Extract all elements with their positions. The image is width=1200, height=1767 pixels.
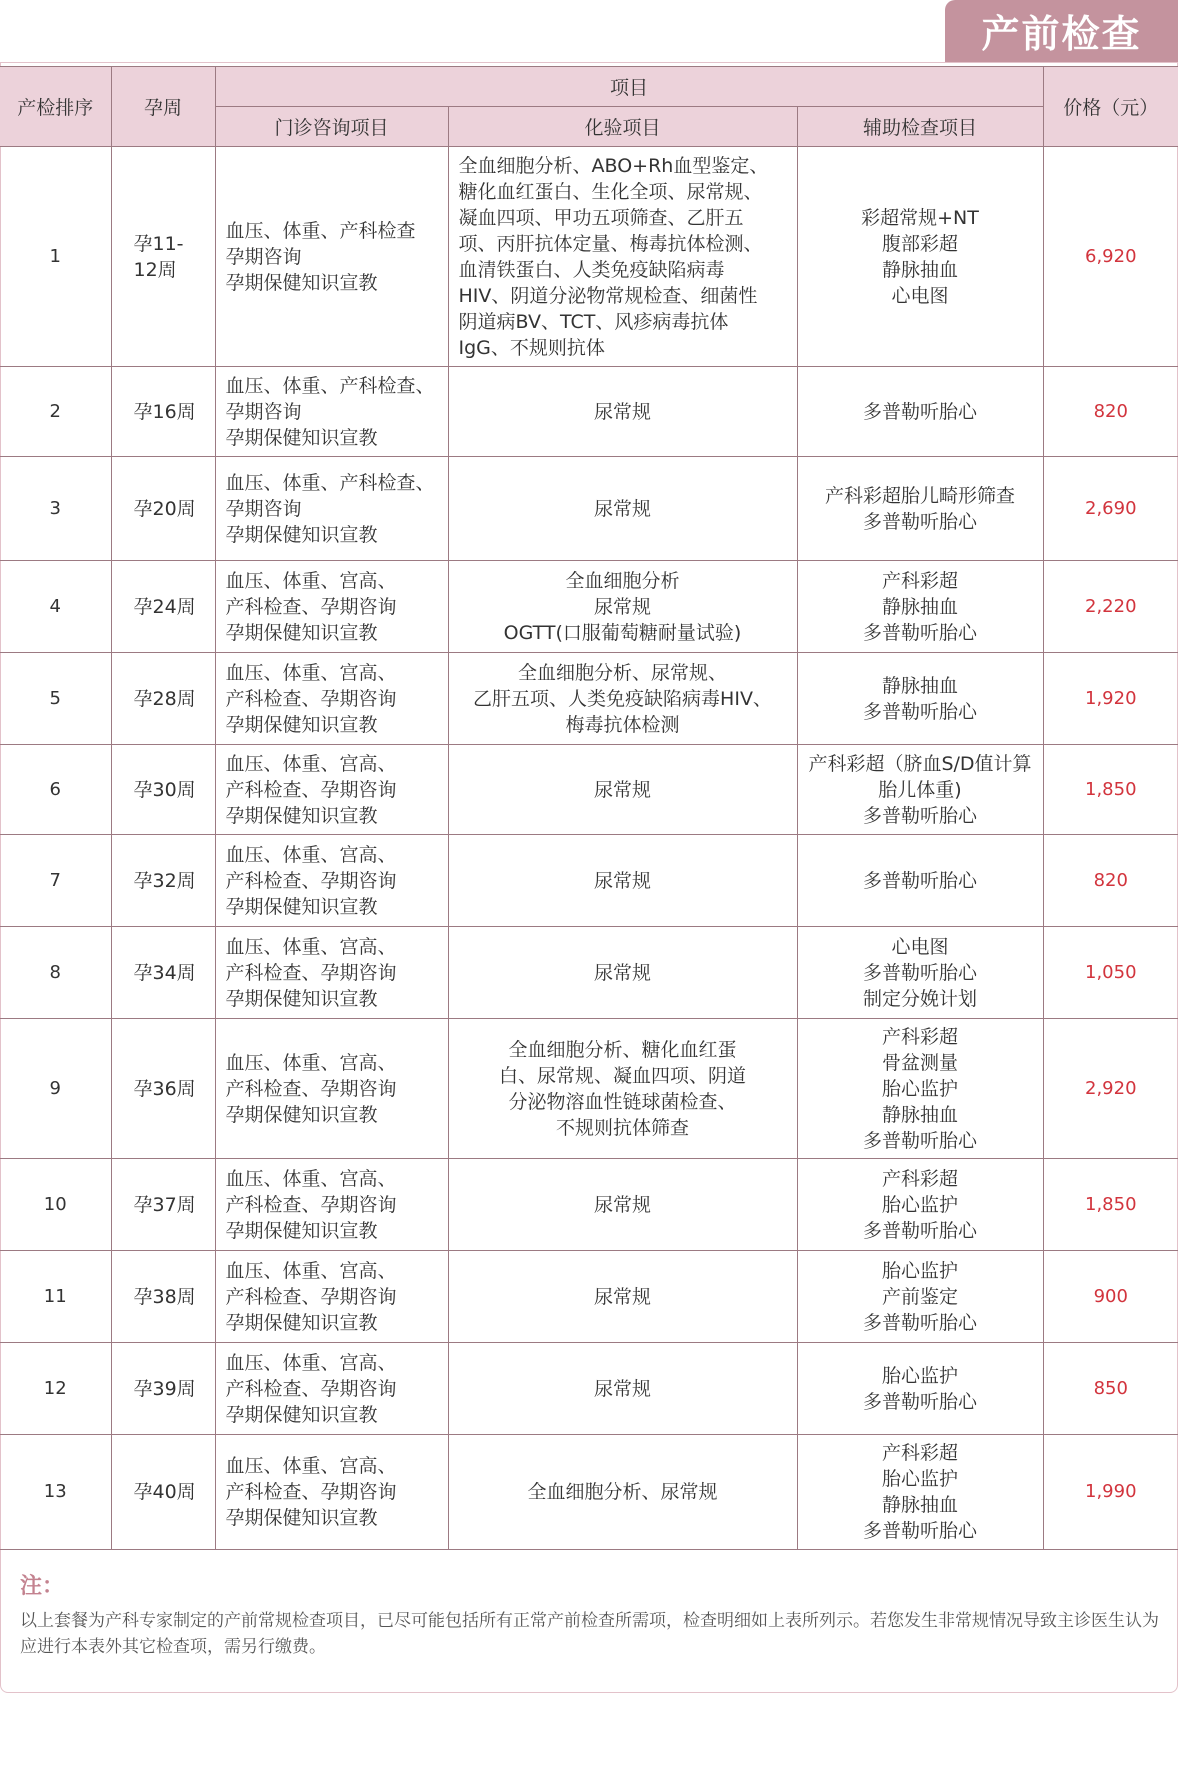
table-row	[0, 835, 1178, 927]
cell-order: 11	[0, 1251, 111, 1343]
cell-lab-line: 全血细胞分析、尿常规	[527, 1481, 718, 1503]
cell-consult	[215, 1251, 448, 1343]
cell-consult-line: 血压、体重、宫高、	[225, 1351, 397, 1374]
cell-week: 孕34周	[111, 927, 215, 1019]
cell-aux-line: 产科彩超胎儿畸形筛查	[825, 484, 1016, 507]
cell-aux-line: 多普勒听胎心	[863, 1219, 978, 1242]
cell-lab	[448, 1019, 797, 1159]
cell-aux-line: 多普勒听胎心	[863, 1311, 978, 1334]
cell-aux-line: 产科彩超	[882, 1167, 959, 1190]
header-consult: 门诊咨询项目	[215, 107, 448, 147]
cell-order: 13	[0, 1435, 111, 1550]
cell-aux-line: 多普勒听胎心	[863, 400, 978, 423]
cell-aux	[797, 1019, 1043, 1159]
exam-table	[0, 66, 1178, 1550]
table-row	[0, 1435, 1178, 1550]
cell-consult-line: 孕期保健知识宣教	[225, 1403, 378, 1426]
cell-aux-line: 多普勒听胎心	[863, 621, 978, 644]
cell-consult	[215, 367, 448, 457]
cell-aux-line: 静脉抽血	[882, 595, 959, 618]
table-row	[0, 1019, 1178, 1159]
cell-aux-line: 静脉抽血	[882, 1103, 959, 1126]
cell-aux-line: 多普勒听胎心	[863, 1129, 978, 1152]
table-body	[0, 147, 1178, 1550]
table-row	[0, 1251, 1178, 1343]
cell-order: 5	[0, 653, 111, 745]
cell-consult-line: 产科检查、孕期咨询	[225, 1285, 397, 1308]
cell-order: 7	[0, 835, 111, 927]
cell-aux-line: 多普勒听胎心	[863, 1520, 978, 1542]
cell-price: 1,850	[1043, 1159, 1178, 1251]
cell-aux-line: 彩超常规+NT	[861, 206, 979, 229]
cell-aux	[797, 1435, 1043, 1550]
cell-lab-line: 全血细胞分析	[565, 569, 680, 592]
cell-consult-line: 血压、体重、宫高、	[225, 935, 397, 958]
table-row	[0, 927, 1178, 1019]
cell-price: 2,220	[1043, 561, 1178, 653]
cell-consult	[215, 1159, 448, 1251]
cell-price: 2,920	[1043, 1019, 1178, 1159]
cell-lab-line: 凝血四项、甲功五项筛查、乙肝五	[458, 206, 744, 229]
cell-order: 12	[0, 1343, 111, 1435]
cell-lab-line: 分泌物溶血性链球菌检查、	[508, 1090, 737, 1113]
cell-aux-line: 静脉抽血	[882, 258, 959, 281]
cell-consult-line: 产科检查、孕期咨询	[225, 1481, 397, 1503]
page-title: 产前检查	[981, 12, 1142, 56]
cell-price: 6,920	[1043, 147, 1178, 367]
cell-aux-line: 多普勒听胎心	[863, 804, 978, 827]
table-row	[0, 457, 1178, 561]
cell-order: 4	[0, 561, 111, 653]
cell-aux-line: 产科彩超（脐血S/D值计算	[808, 752, 1032, 775]
cell-week: 孕28周	[111, 653, 215, 745]
cell-consult-line: 孕期保健知识宣教	[225, 621, 378, 644]
cell-consult-line: 产科检查、孕期咨询	[225, 595, 397, 618]
note-text: 以上套餐为产科专家制定的产前常规检查项目，已尽可能包括所有正常产前检查所需项，检查明细如上表所列示。若您发生非常规情况导致主诊医生认为应进行本表外其它检查项，需另行缴费。	[20, 1611, 1159, 1657]
cell-price: 1,920	[1043, 653, 1178, 745]
cell-consult-line: 孕期保健知识宣教	[225, 1219, 378, 1242]
cell-aux-line: 多普勒听胎心	[863, 510, 978, 533]
cell-aux-line: 产前鉴定	[882, 1285, 959, 1308]
cell-lab	[448, 457, 797, 561]
cell-lab-line: 尿常规	[593, 869, 651, 892]
cell-lab	[448, 1159, 797, 1251]
cell-aux-line: 多普勒听胎心	[863, 1390, 978, 1413]
cell-consult-line: 血压、体重、宫高、	[225, 569, 397, 592]
cell-consult-line: 血压、体重、产科检查、	[225, 471, 435, 494]
cell-lab-line: 尿常规	[593, 778, 651, 801]
cell-consult	[215, 147, 448, 367]
cell-aux-line: 静脉抽血	[882, 674, 959, 697]
cell-consult-line: 产科检查、孕期咨询	[225, 1193, 397, 1216]
cell-week: 孕24周	[111, 561, 215, 653]
cell-lab-line: 乙肝五项、人类免疫缺陷病毒HIV、	[473, 687, 772, 710]
cell-aux-line: 心电图	[891, 284, 949, 307]
cell-consult-line: 孕期保健知识宣教	[225, 1103, 378, 1126]
cell-aux	[797, 561, 1043, 653]
cell-consult-line: 孕期保健知识宣教	[225, 1507, 378, 1529]
cell-consult	[215, 457, 448, 561]
cell-aux-line: 胎儿体重)	[878, 778, 962, 801]
cell-consult-line: 血压、体重、宫高、	[225, 1051, 397, 1074]
table-row	[0, 653, 1178, 745]
cell-aux-line: 产科彩超	[882, 1442, 959, 1464]
note	[20, 1572, 1160, 1660]
header-aux: 辅助检查项目	[797, 107, 1043, 147]
cell-lab-line: 尿常规	[593, 400, 651, 423]
cell-price: 850	[1043, 1343, 1178, 1435]
cell-consult	[215, 1019, 448, 1159]
cell-consult-line: 孕期保健知识宣教	[225, 426, 378, 449]
cell-aux-line: 产科彩超	[882, 1025, 959, 1048]
cell-aux	[797, 653, 1043, 745]
header-items: 项目	[215, 67, 1043, 107]
cell-consult-line: 血压、体重、宫高、	[225, 1259, 397, 1282]
cell-lab	[448, 745, 797, 835]
cell-lab	[448, 561, 797, 653]
header-price: 价格（元）	[1043, 67, 1178, 147]
cell-aux-line: 多普勒听胎心	[863, 869, 978, 892]
header-lab: 化验项目	[448, 107, 797, 147]
cell-aux	[797, 1343, 1043, 1435]
cell-consult-line: 孕期咨询	[225, 245, 302, 268]
cell-consult-line: 孕期保健知识宣教	[225, 987, 378, 1010]
cell-lab-line: 尿常规	[593, 1285, 651, 1308]
cell-aux-line: 胎心监护	[882, 1193, 959, 1216]
cell-order: 9	[0, 1019, 111, 1159]
cell-aux-line: 骨盆测量	[882, 1051, 959, 1074]
cell-consult-line: 孕期咨询	[225, 400, 302, 423]
cell-price: 820	[1043, 367, 1178, 457]
cell-consult-line: 产科检查、孕期咨询	[225, 687, 397, 710]
cell-price: 1,990	[1043, 1435, 1178, 1550]
cell-consult-line: 孕期保健知识宣教	[225, 271, 378, 294]
note-title: 注：	[20, 1574, 65, 1599]
cell-aux-line: 静脉抽血	[882, 1494, 959, 1516]
cell-aux	[797, 367, 1043, 457]
cell-price: 1,050	[1043, 927, 1178, 1019]
cell-consult-line: 血压、体重、产科检查	[225, 219, 416, 242]
cell-lab-line: 全血细胞分析、糖化血红蛋	[508, 1038, 737, 1061]
cell-lab	[448, 653, 797, 745]
cell-consult	[215, 1435, 448, 1550]
cell-order: 8	[0, 927, 111, 1019]
cell-lab-line: OGTT(口服葡萄糖耐量试验)	[503, 621, 742, 644]
cell-consult-line: 孕期咨询	[225, 497, 302, 520]
cell-consult-line: 血压、体重、宫高、	[225, 661, 397, 684]
cell-price: 900	[1043, 1251, 1178, 1343]
cell-lab-line: 阴道病BV、TCT、风疹病毒抗体	[458, 310, 729, 333]
cell-aux	[797, 457, 1043, 561]
cell-consult-line: 产科检查、孕期咨询	[225, 869, 397, 892]
cell-aux	[797, 745, 1043, 835]
cell-lab	[448, 147, 797, 367]
cell-consult-line: 血压、体重、宫高、	[225, 1455, 397, 1477]
cell-lab	[448, 927, 797, 1019]
cell-lab	[448, 367, 797, 457]
table-row	[0, 1343, 1178, 1435]
cell-week: 孕36周	[111, 1019, 215, 1159]
cell-consult	[215, 927, 448, 1019]
table-row	[0, 561, 1178, 653]
cell-aux-line: 胎心监护	[882, 1077, 959, 1100]
cell-consult	[215, 835, 448, 927]
cell-lab-line: 项、丙肝抗体定量、梅毒抗体检测、	[458, 232, 763, 255]
cell-consult-line: 孕期保健知识宣教	[225, 523, 378, 546]
cell-aux-line: 胎心监护	[882, 1259, 959, 1282]
cell-aux-line: 胎心监护	[882, 1468, 959, 1490]
table-row	[0, 367, 1178, 457]
cell-lab-line: 尿常规	[593, 961, 651, 984]
header-week: 孕周	[111, 67, 215, 147]
header-order: 产检排序	[0, 67, 111, 147]
cell-aux	[797, 1251, 1043, 1343]
cell-lab-line: 糖化血红蛋白、生化全项、尿常规、	[458, 180, 763, 203]
cell-consult-line: 产科检查、孕期咨询	[225, 778, 397, 801]
cell-lab-line: 全血细胞分析、尿常规、	[517, 661, 727, 684]
cell-lab	[448, 1343, 797, 1435]
cell-week: 孕30周	[111, 745, 215, 835]
cell-consult	[215, 653, 448, 745]
cell-consult-line: 孕期保健知识宣教	[225, 713, 378, 736]
cell-order: 2	[0, 367, 111, 457]
cell-lab-line: 尿常规	[593, 1377, 651, 1400]
cell-aux-line: 产科彩超	[882, 569, 959, 592]
cell-consult	[215, 1343, 448, 1435]
cell-lab-line: 尿常规	[593, 497, 651, 520]
cell-lab-line: 全血细胞分析、ABO+Rh血型鉴定、	[458, 154, 769, 177]
cell-order: 10	[0, 1159, 111, 1251]
cell-aux-line: 多普勒听胎心	[863, 961, 978, 984]
cell-week: 孕16周	[111, 367, 215, 457]
cell-price: 1,850	[1043, 745, 1178, 835]
cell-consult-line: 血压、体重、宫高、	[225, 1167, 397, 1190]
cell-week: 孕11-12周	[111, 147, 215, 367]
cell-consult-line: 孕期保健知识宣教	[225, 895, 378, 918]
cell-consult-line: 孕期保健知识宣教	[225, 1311, 378, 1334]
cell-week: 孕20周	[111, 457, 215, 561]
table-row	[0, 1159, 1178, 1251]
cell-aux	[797, 1159, 1043, 1251]
cell-lab	[448, 1435, 797, 1550]
cell-aux-line: 制定分娩计划	[863, 987, 978, 1010]
cell-week: 孕39周	[111, 1343, 215, 1435]
cell-lab-line: 尿常规	[593, 595, 651, 618]
cell-aux-line: 心电图	[891, 935, 949, 958]
cell-aux-line: 腹部彩超	[882, 232, 959, 255]
cell-lab-line: 梅毒抗体检测	[565, 713, 680, 736]
cell-week: 孕37周	[111, 1159, 215, 1251]
cell-week: 孕40周	[111, 1435, 215, 1550]
cell-lab-line: 血清铁蛋白、人类免疫缺陷病毒	[458, 258, 725, 281]
cell-consult	[215, 745, 448, 835]
cell-consult-line: 血压、体重、宫高、	[225, 752, 397, 775]
cell-lab-line: 不规则抗体筛查	[555, 1116, 689, 1139]
table-row	[0, 745, 1178, 835]
cell-order: 6	[0, 745, 111, 835]
cell-lab-line: 尿常规	[593, 1193, 651, 1216]
cell-aux	[797, 835, 1043, 927]
cell-consult-line: 产科检查、孕期咨询	[225, 1077, 397, 1100]
title-tab	[945, 0, 1178, 62]
cell-price: 820	[1043, 835, 1178, 927]
cell-week: 孕38周	[111, 1251, 215, 1343]
cell-consult-line: 孕期保健知识宣教	[225, 804, 378, 827]
cell-price: 2,690	[1043, 457, 1178, 561]
cell-lab-line: HIV、阴道分泌物常规检查、细菌性	[458, 284, 758, 307]
cell-order: 1	[0, 147, 111, 367]
table-row	[0, 147, 1178, 367]
cell-consult	[215, 561, 448, 653]
cell-lab-line: IgG、不规则抗体	[458, 336, 605, 359]
cell-aux-line: 胎心监护	[882, 1364, 959, 1387]
cell-aux	[797, 927, 1043, 1019]
cell-week: 孕32周	[111, 835, 215, 927]
cell-lab-line: 白、尿常规、凝血四项、阴道	[498, 1064, 746, 1087]
cell-order: 3	[0, 457, 111, 561]
cell-aux-line: 多普勒听胎心	[863, 700, 978, 723]
cell-consult-line: 血压、体重、宫高、	[225, 843, 397, 866]
cell-consult-line: 血压、体重、产科检查、	[225, 374, 435, 397]
cell-lab	[448, 835, 797, 927]
cell-aux	[797, 147, 1043, 367]
cell-consult-line: 产科检查、孕期咨询	[225, 1377, 397, 1400]
cell-consult-line: 产科检查、孕期咨询	[225, 961, 397, 984]
cell-lab	[448, 1251, 797, 1343]
